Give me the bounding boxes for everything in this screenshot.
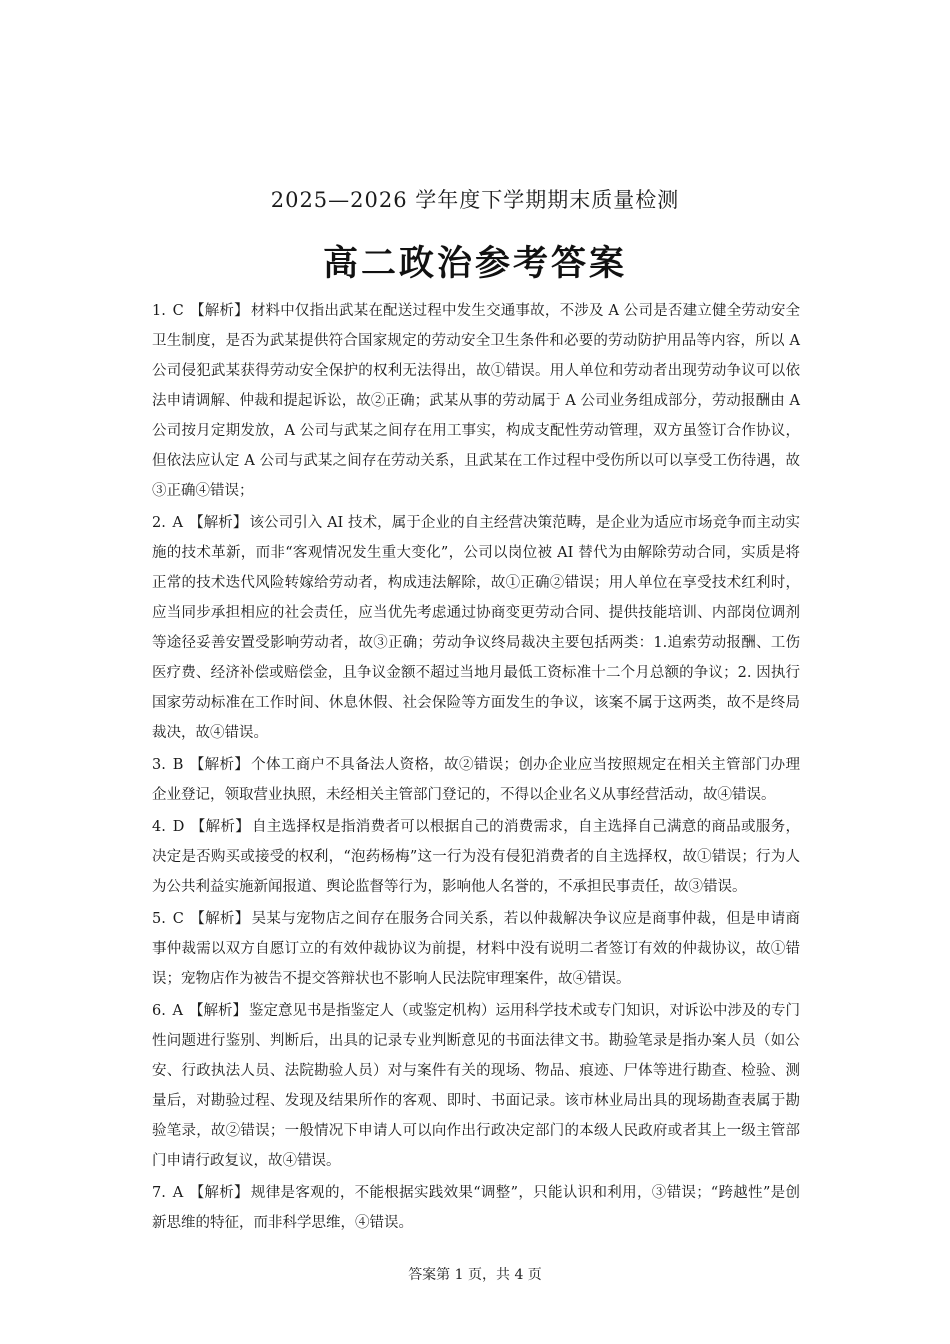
- analysis-tag: 【解析】: [188, 1003, 247, 1019]
- analysis-text: 吴某与宠物店之间存在服务合同关系，若以仲裁解决争议应是商事仲裁，但是申请商事仲裁需以双方自愿订立的有效仲裁协议为前提，材料中没有说明二者签订有效的仲裁协议，故①错误；宠物店作为被告不提交答辩状也不影响人民法院审理案件，故④错误。: [152, 911, 801, 987]
- answer-number: 3.: [152, 757, 166, 773]
- answer-choice: A: [172, 515, 184, 531]
- answer-number: 6.: [152, 1003, 166, 1019]
- analysis-tag: 【解析】: [189, 1185, 249, 1201]
- answer-item-6: [152, 996, 800, 1176]
- answer-item-2: [152, 508, 800, 748]
- analysis-tag: 【解析】: [189, 757, 250, 773]
- analysis-text: 该公司引入 AI 技术，属于企业的自主经营决策范畴，是企业为适应市场竞争而主动实施的技术革新，而非“客观情况发生重大变化”，公司以岗位被 AI 替代为由解除劳动合同，实质是将正常的技术迭代风险转嫁给劳动者，构成违法解除，故①正确②错误；用人单位在享受技术红利时，应当同步承担相应的社会责任，应当优先考虑通过协商变更劳动合同、提供技能培训、内部岗位调剂等途径妥善安置受影响劳动者，故③正确；劳动争议终局裁决主要包括两类：1.追索劳动报酬、工伤医疗费、经济补偿或赔偿金，且争议金额不超过当地月最低工资标准十二个月总额的争议；2. 因执行国家劳动标准在工作时间、休息休假、社会保险等方面发生的争议，该案不属于这两类，故不是终局裁决，故④错误。: [152, 515, 801, 741]
- analysis-text: 自主选择权是指消费者可以根据自己的消费需求，自主选择自己满意的商品或服务，决定是否购买或接受的权利，“泡药杨梅”这一行为没有侵犯消费者的自主选择权，故①错误；行为人为公共利益实施新闻报道、舆论监督等行为，影响他人名誉的，不承担民事责任，故③错误。: [152, 819, 801, 895]
- answer-list: [152, 296, 800, 1240]
- analysis-tag: 【解析】: [189, 303, 249, 319]
- answer-number: 5.: [152, 911, 166, 927]
- analysis-text: 规律是客观的，不能根据实践效果“调整”，只能认识和利用，③错误；“跨越性”是创新思维的特征，而非科学思维，④错误。: [152, 1185, 801, 1231]
- analysis-text: 个体工商户不具备法人资格，故②错误；创办企业应当按照规定在相关主管部门办理企业登记，领取营业执照，未经相关主管部门登记的，不得以企业名义从事经营活动，故④错误。: [152, 757, 801, 803]
- analysis-text: 鉴定意见书是指鉴定人（或鉴定机构）运用科学技术或专门知识，对诉讼中涉及的专门性问题进行鉴别、判断后，出具的记录专业判断意见的书面法律文书。勘验笔录是指办案人员（如公安、行政执法人员、法院勘验人员）对与案件有关的现场、物品、痕迹、尸体等进行勘查、检验、测量后，对勘验过程、发现及结果所作的客观、即时、书面记录。该市林业局出具的现场勘查表属于勘验笔录，故②错误；一般情况下申请人可以向作出行政决定部门的本级人民政府或者其上一级主管部门申请行政复议，故④错误。: [152, 1003, 801, 1169]
- analysis-text: 材料中仅指出武某在配送过程中发生交通事故，不涉及 A 公司是否建立健全劳动安全卫生制度，是否为武某提供符合国家规定的劳动安全卫生条件和必要的劳动防护用品等内容，所以 A 公司侵犯武某获得劳动安全保护的权利无法得出，故①错误。用人单位和劳动者出现劳动争议可以依法申请调解、仲裁和提起诉讼，故②正确；武某从事的劳动属于 A 公司业务组成部分，劳动报酬由 A 公司按月定期发放，A 公司与武某之间存在用工事实，构成支配性劳动管理，双方虽签订合作协议，但依法应认定 A 公司与武某之间存在劳动关系，且武某在工作过程中受伤所以可以享受工伤待遇，故③正确④错误；: [152, 303, 801, 499]
- document-title: 高二政治参考答案: [322, 243, 627, 284]
- answer-number: 7.: [152, 1185, 166, 1201]
- analysis-tag: 【解析】: [189, 911, 250, 927]
- answer-choice: C: [172, 911, 184, 927]
- answer-item-5: [152, 904, 800, 994]
- answer-choice: A: [172, 1003, 183, 1019]
- exam-title: 2025—2026 学年度下学期期末质量检测: [270, 188, 680, 212]
- answer-choice: D: [172, 819, 185, 835]
- answer-number: 1.: [152, 303, 166, 319]
- answer-number: 4.: [152, 819, 166, 835]
- analysis-tag: 【解析】: [189, 515, 248, 531]
- analysis-tag: 【解析】: [190, 819, 251, 835]
- answer-choice: A: [172, 1185, 184, 1201]
- answer-item-1: [152, 296, 800, 506]
- page-footer: 答案第 1 页，共 4 页: [408, 1267, 542, 1283]
- answer-item-4: [152, 812, 800, 902]
- answer-item-3: [152, 750, 800, 810]
- answer-item-7: [152, 1178, 800, 1238]
- answer-choice: B: [172, 757, 184, 773]
- answer-number: 2.: [152, 515, 166, 531]
- answer-choice: C: [172, 303, 184, 319]
